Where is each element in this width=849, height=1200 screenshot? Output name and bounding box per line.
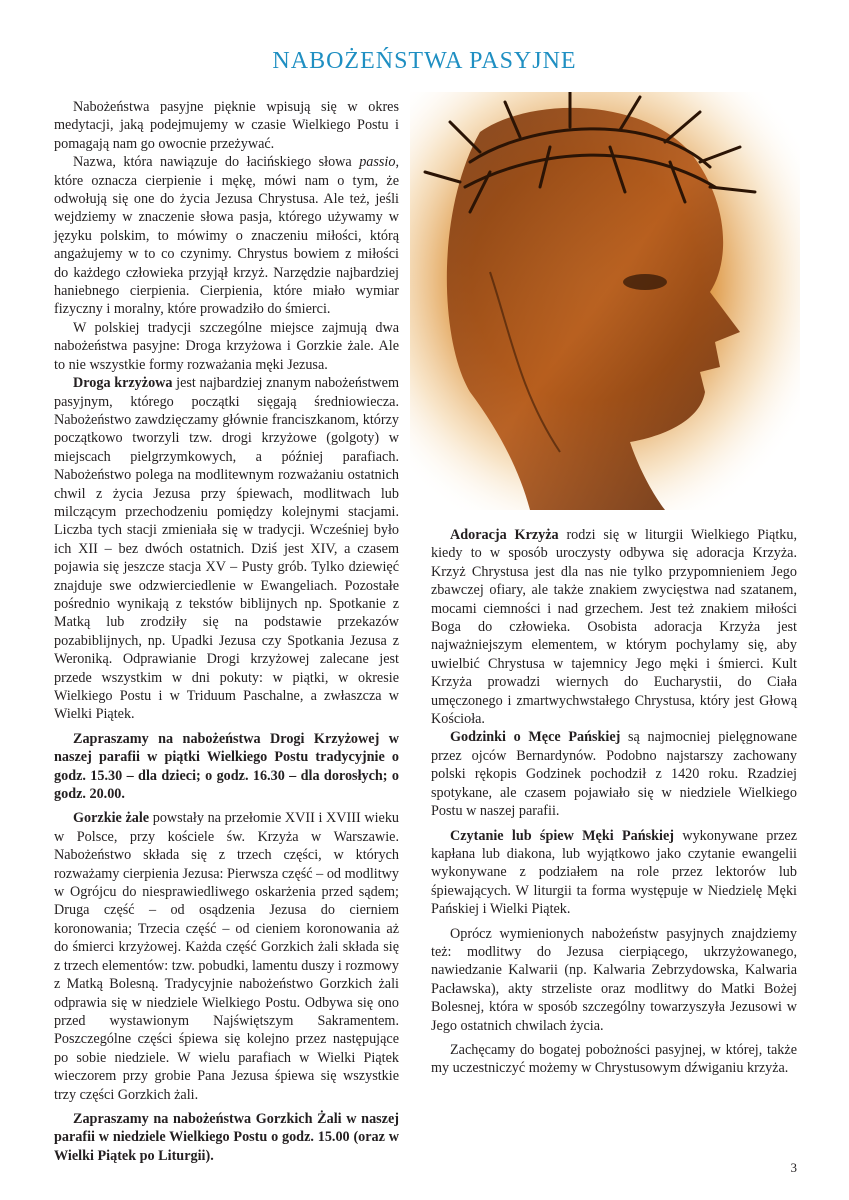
page-number: 3	[790, 1160, 797, 1175]
left-column	[54, 98, 399, 1165]
gorzkie-zale-paragraph: Gorzkie żale powstały na przełomie XVII i XVIII wieku w Polsce, przy kościele św. Krzyża w Warszawie. Nabożeństwo składa się z trzech części, w których rozważamy cierpienia Jezusa: Pierwsza część – od modlitwy w Ogrójcu do niesprawiedliwego oskarżenia przed sądem; Druga część – od osądzenia Jezusa do cierniem koronowania; Trzecia część – od cieniem koronowania aż do śmierci krzyżowej. Każda część Gorzkich żali składa się z trzech elementów: tzw. pobudki, lamentu duszy i rozmowy z Matką Bolesną. Tradycyjnie nabożeństwo Gorzkich żali odprawia się w niedziele Wielkiego Postu. Odbywa się ono przed wystawionym Najświętszym Sakramentem. Poszczególne części śpiewa się kolejno przez następujące po sobie niedziele. W wielu parafiach w Wielki Piątek wieczorem przy grobie Pana Jezusa śpiewa się wszystkie trzy części Gorzkich żali.	[54, 810, 400, 1103]
adoracja-krzyza-paragraph: Adoracja Krzyża rodzi się w liturgii Wielkiego Piątku, kiedy to w sposób uroczysty odbywa się adoracja Krzyża. Krzyż Chrystusa jest dla nas nie tylko przypomnieniem Jego zbawczej ofiary, ale także znakiem zwycięstwa nad szatanem, mocami ciemności i nad grzechem. Jest też znakiem miłości Boga do człowieka. Osobista adoracja Krzyża jest najważniejszym elementem, w którym pochylamy się, aby uwielbić Chrystusa w tajemnicy Jego męki i śmierci. Kult Krzyża prowadzi wiernych do Eucharystii, do Ciała umęczonego i zmartwychwstałego Chrystusa, który jest Głową Kościoła.	[431, 527, 798, 728]
tradition-paragraph: W polskiej tradycji szczególne miejsce zajmują dwa nabożeństwa pasyjne: Droga krzyżowa i Gorzkie żale. Ale to nie wszystkie formy rozważania męki Jezusa.	[54, 319, 399, 373]
droga-krzyzowa-invitation: Zapraszamy na nabożeństwa Drogi Krzyżowej w naszej parafii w piątki Wielkiego Postu tradycyjnie o godz. 15.30 – dla dzieci; o godz. 16.30 – dla dorosłych; o godz. 20.00.	[54, 730, 399, 803]
other-devotions-paragraph: Oprócz wymienionych nabożeństw pasyjnych znajdziemy też: modlitwy do Jezusa cierpiącego, ukrzyżowanego, nawiedzanie Kalwarii (np. Kalwaria Zebrzydowska, Kalwaria Pacławska), akty strzeliste oraz modlitwy do Matki Bożej Bolesnej, która w sposób szczególny towarzyszyła Jezusowi w Jego ostatnich chwilach życia.	[431, 925, 797, 1034]
godzinki-paragraph: Godzinki o Męce Pańskiej są najmocniej pielęgnowane przez ojców Bernardynów. Podobno najstarszy zachowany polski rękopis Godzinek pochodził z 1420 roku. Rzadziej spotykane, ale czasem pojawiało się w niedziele Wielkiego Postu w naszej parafii.	[431, 729, 797, 820]
gorzkie-zale-invitation: Zapraszamy na nabożeństwa Gorzkich Żali w naszej parafii w niedziele Wielkiego Postu o godz. 15.00 (oraz w Wielki Piątek po Liturgii).	[54, 1110, 399, 1164]
right-column	[431, 526, 797, 1078]
page-title: NABOŻEŃSTWA PASYJNE	[272, 48, 577, 74]
passio-paragraph: Nazwa, która nawiązuje do łacińskiego słowa passio, które oznacza cierpienie i mękę, mówi nam o tym, że odwołują się one do życia Jezusa Chrystusa. Ale też, jeśli wejdziemy w znaczenie słowa pasja, którego używamy w języku polskim, to mówimy o znaczeniu miłości, którą angażujemy w to co czynimy. Chrystus bowiem z miłości do każdego człowieka przyjął krzyż. Narzędzie najbardziej haniebnego cierpienia. Cierpienia, które miało wymiar fizyczny i moralny, które prowadziło do śmierci.	[54, 154, 399, 318]
closing-paragraph: Zachęcamy do bogatej pobożności pasyjnej, w której, także my uczestniczyć możemy w Chrystusowym dźwiganiu krzyża.	[431, 1041, 797, 1077]
intro-paragraph: Nabożeństwa pasyjne pięknie wpisują się w okres medytacji, jaką podejmujemy w czasie Wielkiego Postu i pomagają nam go owocnie przeżywać.	[54, 99, 399, 152]
droga-krzyzowa-paragraph: Droga krzyżowa jest najbardziej znanym nabożeństwem pasyjnym, którego początki sięgają średniowiecza. Nabożeństwo zawdzięczamy głównie franciszkanom, którzy początkowo tworzyli tzw. drogi krzyżowe (golgoty) w miejscach pielgrzymkowych, a później parafiach. Nabożeństwo polega na modlitewnym rozważaniu ostatnich chwil z życia Jezusa przy śpiewach, modlitwach lub milczącym przechodzeniu pomiędzy kolejnymi stacjami. Liczba tych stacji zmieniała się w tradycji. Wcześniej było ich XII – bez dwóch ostatnich. Dziś jest XIV, a czasem pojawia się jeszcze stacja XV – Pusty grób. Tylko dziewięć znajduje swe odzwierciedlenie w Ewangeliach. Pozostałe pośrednio wynikają z tekstów biblijnych np. Spotkanie z Matką lub zrodziły się na podstawie przekazów pozabiblijnych, np. Upadki Jezusa czy Spotkania Jezusa z Weroniką. Odprawianie Drogi krzyżowej zalecane jest przede wszystkim w dni pokuty: w piątki, w okresie Wielkiego Postu i w Triduum Paschalne, a zwłaszcza w Wielki Piątek.	[54, 375, 399, 723]
christ-crown-of-thorns-image	[410, 92, 800, 510]
meka-panska-paragraph: Czytanie lub śpiew Męki Pańskiej wykonywane przez kapłana lub diakona, lub wyjątkowo jako czytanie ewangelii wykonywane z podziałem na role przez lektorów lub śpiewających. W liturgii ta forma występuje w Niedzielę Męki Pańskiej i Wielki Piątek.	[431, 827, 798, 918]
